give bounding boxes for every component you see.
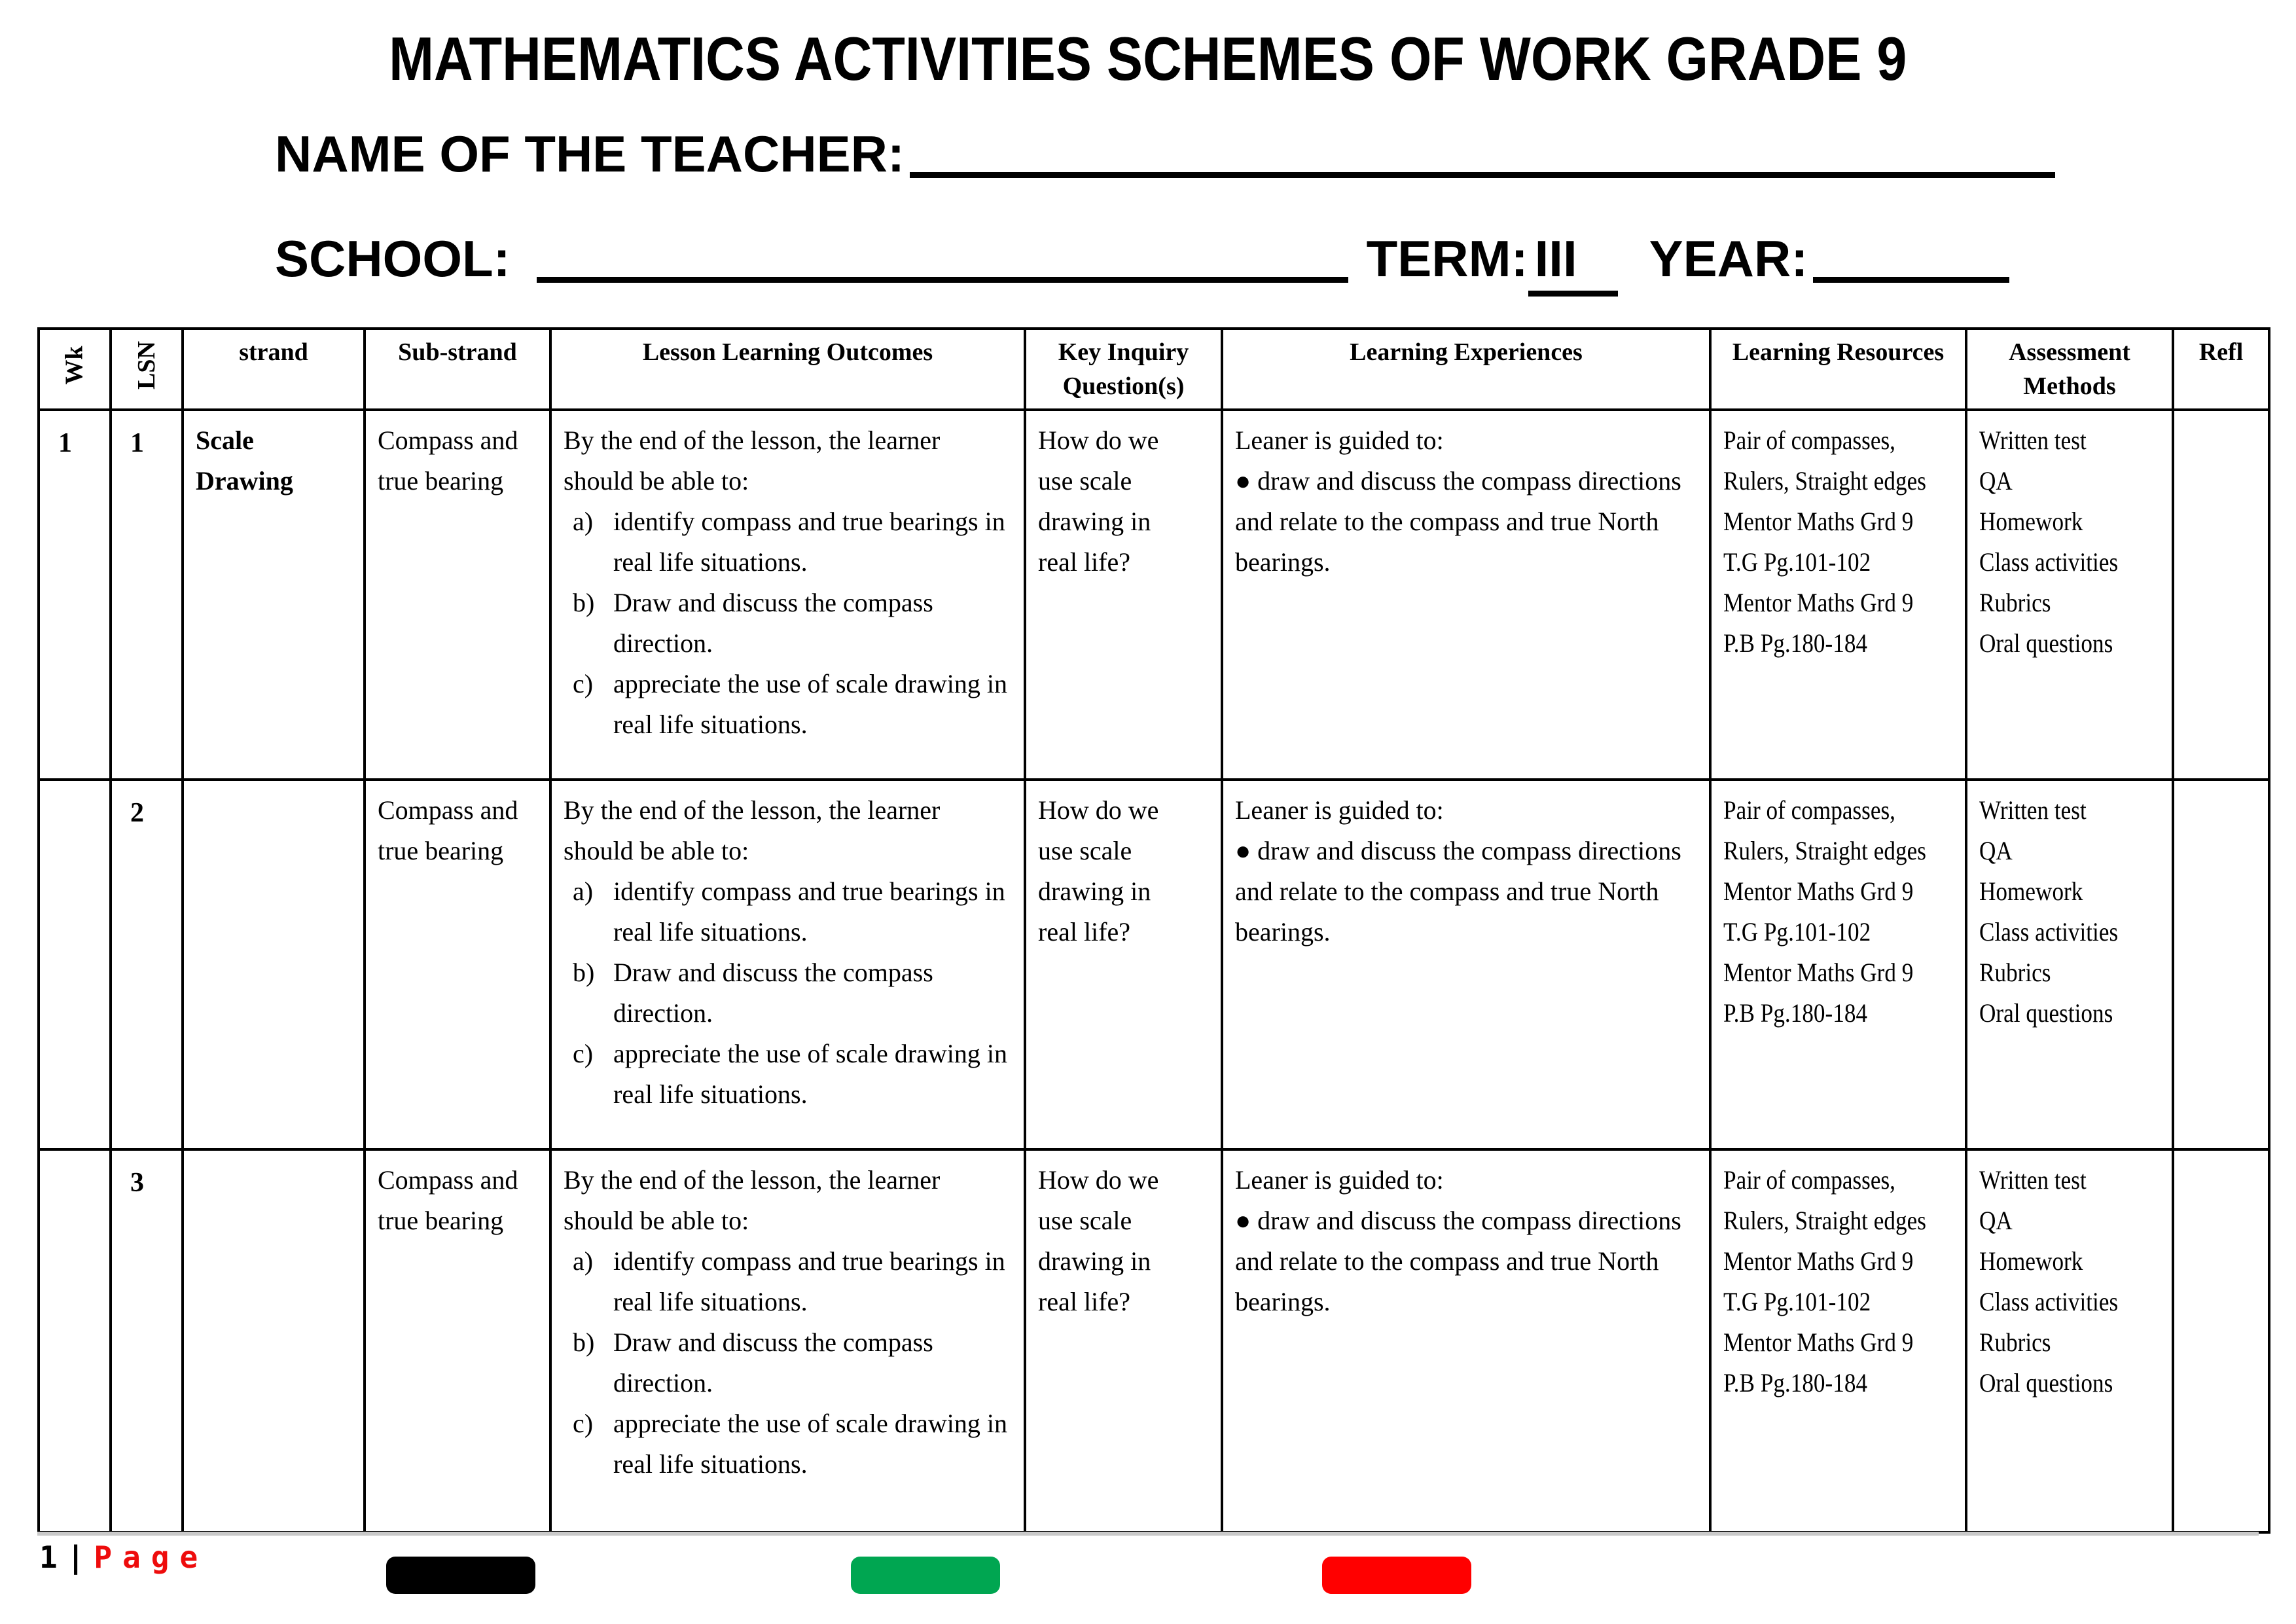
table-row — [39, 780, 2269, 1149]
outcome-item — [573, 952, 1012, 1034]
page-footer — [39, 1540, 208, 1575]
wk-cell: 1 — [39, 410, 111, 780]
resource-line: T.G Pg.101-102 — [1723, 1287, 1871, 1316]
assessment-line: Oral questions — [1979, 1368, 2113, 1398]
outcome-text: identify compass and true bearings in real life situations. — [613, 507, 1005, 577]
strand-cell — [183, 780, 365, 1149]
wk-header-label: Wk — [60, 346, 88, 385]
outcomes-cell — [550, 1149, 1025, 1532]
resource-line: Mentor Maths Grd 9 — [1723, 876, 1914, 906]
outcome-text: appreciate the use of scale drawing in real life situations. — [613, 1039, 1007, 1109]
outcome-text: Draw and discuss the compass direction. — [613, 588, 933, 658]
experiences-intro: Leaner is guided to: — [1235, 795, 1444, 825]
outcome-item — [573, 583, 1012, 664]
term-label: TERM: — [1366, 230, 1528, 287]
resources-cell — [1710, 780, 1966, 1149]
lsn-cell: 3 — [111, 1149, 183, 1532]
resource-line: Rulers, Straight edges — [1723, 466, 1926, 496]
outcomes-cell — [550, 410, 1025, 780]
wk-cell — [39, 1149, 111, 1532]
experiences-bullet: ● draw and discuss the compass directions and relate to the compass and true North bearings. — [1235, 836, 1681, 947]
outcome-item — [573, 1034, 1012, 1115]
col-header-lsn — [111, 329, 183, 410]
term-value: III — [1528, 233, 1618, 297]
green-rounded-rect — [851, 1557, 1000, 1594]
assessment-line: Class activities — [1979, 917, 2119, 947]
teacher-name-line — [275, 125, 2055, 183]
page-title-text: MATHEMATICS ACTIVITIES SCHEMES OF WORK GRADE 9 — [389, 24, 1907, 93]
experiences-cell — [1222, 410, 1710, 780]
resource-line: P.B Pg.180-184 — [1723, 1368, 1868, 1398]
outcome-item — [573, 1403, 1012, 1485]
lsn-cell: 1 — [111, 410, 183, 780]
strand-cell — [183, 1149, 365, 1532]
experiences-bullet: ● draw and discuss the compass directions and relate to the compass and true North bearings. — [1235, 1206, 1681, 1316]
footer-separator-line — [37, 1532, 2259, 1536]
outcome-item — [573, 501, 1012, 583]
experiences-cell — [1222, 1149, 1710, 1532]
table-row — [39, 1149, 2269, 1532]
assessment-line: Written test — [1979, 1165, 2087, 1195]
refl-cell — [2173, 780, 2269, 1149]
resource-line: P.B Pg.180-184 — [1723, 998, 1868, 1028]
col-header-experiences: Learning Experiences — [1222, 329, 1710, 410]
outcome-text: Draw and discuss the compass direction. — [613, 1327, 933, 1398]
resource-line: T.G Pg.101-102 — [1723, 917, 1871, 947]
outcome-text: Draw and discuss the compass direction. — [613, 958, 933, 1028]
col-header-substrand: Sub-strand — [365, 329, 550, 410]
resources-cell — [1710, 1149, 1966, 1532]
assessment-line: QA — [1979, 1206, 2013, 1235]
schemes-of-work-table — [37, 327, 2270, 1534]
assessment-line: Class activities — [1979, 547, 2119, 577]
resource-line: T.G Pg.101-102 — [1723, 547, 1871, 577]
resource-line: Rulers, Straight edges — [1723, 1206, 1926, 1235]
teacher-name-label: NAME OF THE TEACHER: — [275, 125, 905, 183]
col-header-wk — [39, 329, 111, 410]
outcome-text: appreciate the use of scale drawing in real life situations. — [613, 1409, 1007, 1479]
resource-line: Mentor Maths Grd 9 — [1723, 1246, 1914, 1276]
experiences-intro: Leaner is guided to: — [1235, 1165, 1444, 1195]
table-row — [39, 410, 2269, 780]
resource-line: Pair of compasses, — [1723, 795, 1895, 825]
outcomes-intro: By the end of the lesson, the learner should be able to: — [564, 795, 941, 865]
outcome-text: identify compass and true bearings in real life situations. — [613, 1246, 1005, 1316]
assessment-cell — [1966, 410, 2173, 780]
outcome-marker: c) — [573, 1039, 594, 1068]
experiences-intro: Leaner is guided to: — [1235, 425, 1444, 455]
footer-page-number: 1 — [39, 1540, 58, 1575]
outcomes-cell — [550, 780, 1025, 1149]
outcome-item — [573, 664, 1012, 745]
outcome-item — [573, 1241, 1012, 1322]
assessment-line: Rubrics — [1979, 588, 2051, 617]
footer-page-word: Page — [94, 1540, 209, 1575]
school-label: SCHOOL: — [275, 230, 511, 287]
assessment-line: Written test — [1979, 795, 2087, 825]
assessment-line: Class activities — [1979, 1287, 2119, 1316]
page-title — [0, 24, 2296, 94]
resources-cell — [1710, 410, 1966, 780]
assessment-line: QA — [1979, 836, 2013, 865]
lsn-header-wrap — [116, 335, 177, 395]
substrand-cell: Compass and true bearing — [365, 780, 550, 1149]
resource-line: Mentor Maths Grd 9 — [1723, 1327, 1914, 1357]
col-header-refl: Refl — [2173, 329, 2269, 410]
experiences-cell — [1222, 780, 1710, 1149]
resource-line: Mentor Maths Grd 9 — [1723, 588, 1914, 617]
assessment-line: Written test — [1979, 425, 2087, 455]
outcome-marker: c) — [573, 669, 594, 698]
col-header-resources: Learning Resources — [1710, 329, 1966, 410]
assessment-line: Rubrics — [1979, 958, 2051, 987]
refl-cell — [2173, 1149, 2269, 1532]
outcome-marker: c) — [573, 1409, 594, 1438]
assessment-cell — [1966, 780, 2173, 1149]
substrand-cell: Compass and true bearing — [365, 410, 550, 780]
resource-line: Pair of compasses, — [1723, 425, 1895, 455]
footer-divider: | — [66, 1540, 85, 1575]
assessment-line: Homework — [1979, 507, 2083, 536]
experiences-bullet: ● draw and discuss the compass directions and relate to the compass and true North bearings. — [1235, 466, 1681, 577]
resource-line: P.B Pg.180-184 — [1723, 628, 1868, 658]
lsn-header-label: LSN — [132, 341, 160, 389]
lsn-cell: 2 — [111, 780, 183, 1149]
outcome-text: appreciate the use of scale drawing in real life situations. — [613, 669, 1007, 739]
resource-line: Rulers, Straight edges — [1723, 836, 1926, 865]
year-blank — [1813, 243, 2009, 283]
resource-line: Mentor Maths Grd 9 — [1723, 958, 1914, 987]
red-rounded-rect — [1322, 1557, 1471, 1594]
outcome-marker: b) — [573, 958, 595, 987]
col-header-assessment: Assessment Methods — [1966, 329, 2173, 410]
assessment-line: Homework — [1979, 1246, 2083, 1276]
outcomes-intro: By the end of the lesson, the learner should be able to: — [564, 1165, 941, 1235]
outcome-item — [573, 871, 1012, 952]
strand-cell: Scale Drawing — [183, 410, 365, 780]
outcome-marker: b) — [573, 588, 595, 617]
outcome-marker: b) — [573, 1327, 595, 1357]
year-label: YEAR: — [1649, 230, 1808, 287]
refl-cell — [2173, 410, 2269, 780]
key-inquiry-cell: How do we use scale drawing in real life? — [1025, 1149, 1222, 1532]
col-header-outcomes: Lesson Learning Outcomes — [550, 329, 1025, 410]
col-header-strand: strand — [183, 329, 365, 410]
outcome-marker: a) — [573, 1246, 594, 1276]
wk-header-wrap — [44, 335, 105, 395]
black-rounded-rect — [386, 1557, 535, 1594]
table-header-row — [39, 329, 2269, 410]
wk-cell — [39, 780, 111, 1149]
resource-line: Mentor Maths Grd 9 — [1723, 507, 1914, 536]
outcome-item — [573, 1322, 1012, 1403]
outcome-marker: a) — [573, 876, 594, 906]
outcome-text: identify compass and true bearings in real life situations. — [613, 876, 1005, 947]
resource-line: Pair of compasses, — [1723, 1165, 1895, 1195]
school-blank — [537, 243, 1348, 283]
outcomes-intro: By the end of the lesson, the learner should be able to: — [564, 425, 941, 496]
assessment-line: Oral questions — [1979, 998, 2113, 1028]
outcome-marker: a) — [573, 507, 594, 536]
assessment-line: Homework — [1979, 876, 2083, 906]
teacher-name-blank — [910, 138, 2055, 178]
col-header-key-inquiry: Key Inquiry Question(s) — [1025, 329, 1222, 410]
assessment-cell — [1966, 1149, 2173, 1532]
key-inquiry-cell: How do we use scale drawing in real life? — [1025, 780, 1222, 1149]
assessment-line: QA — [1979, 466, 2013, 496]
substrand-cell: Compass and true bearing — [365, 1149, 550, 1532]
school-line — [275, 230, 2009, 297]
key-inquiry-cell: How do we use scale drawing in real life? — [1025, 410, 1222, 780]
assessment-line: Rubrics — [1979, 1327, 2051, 1357]
assessment-line: Oral questions — [1979, 628, 2113, 658]
